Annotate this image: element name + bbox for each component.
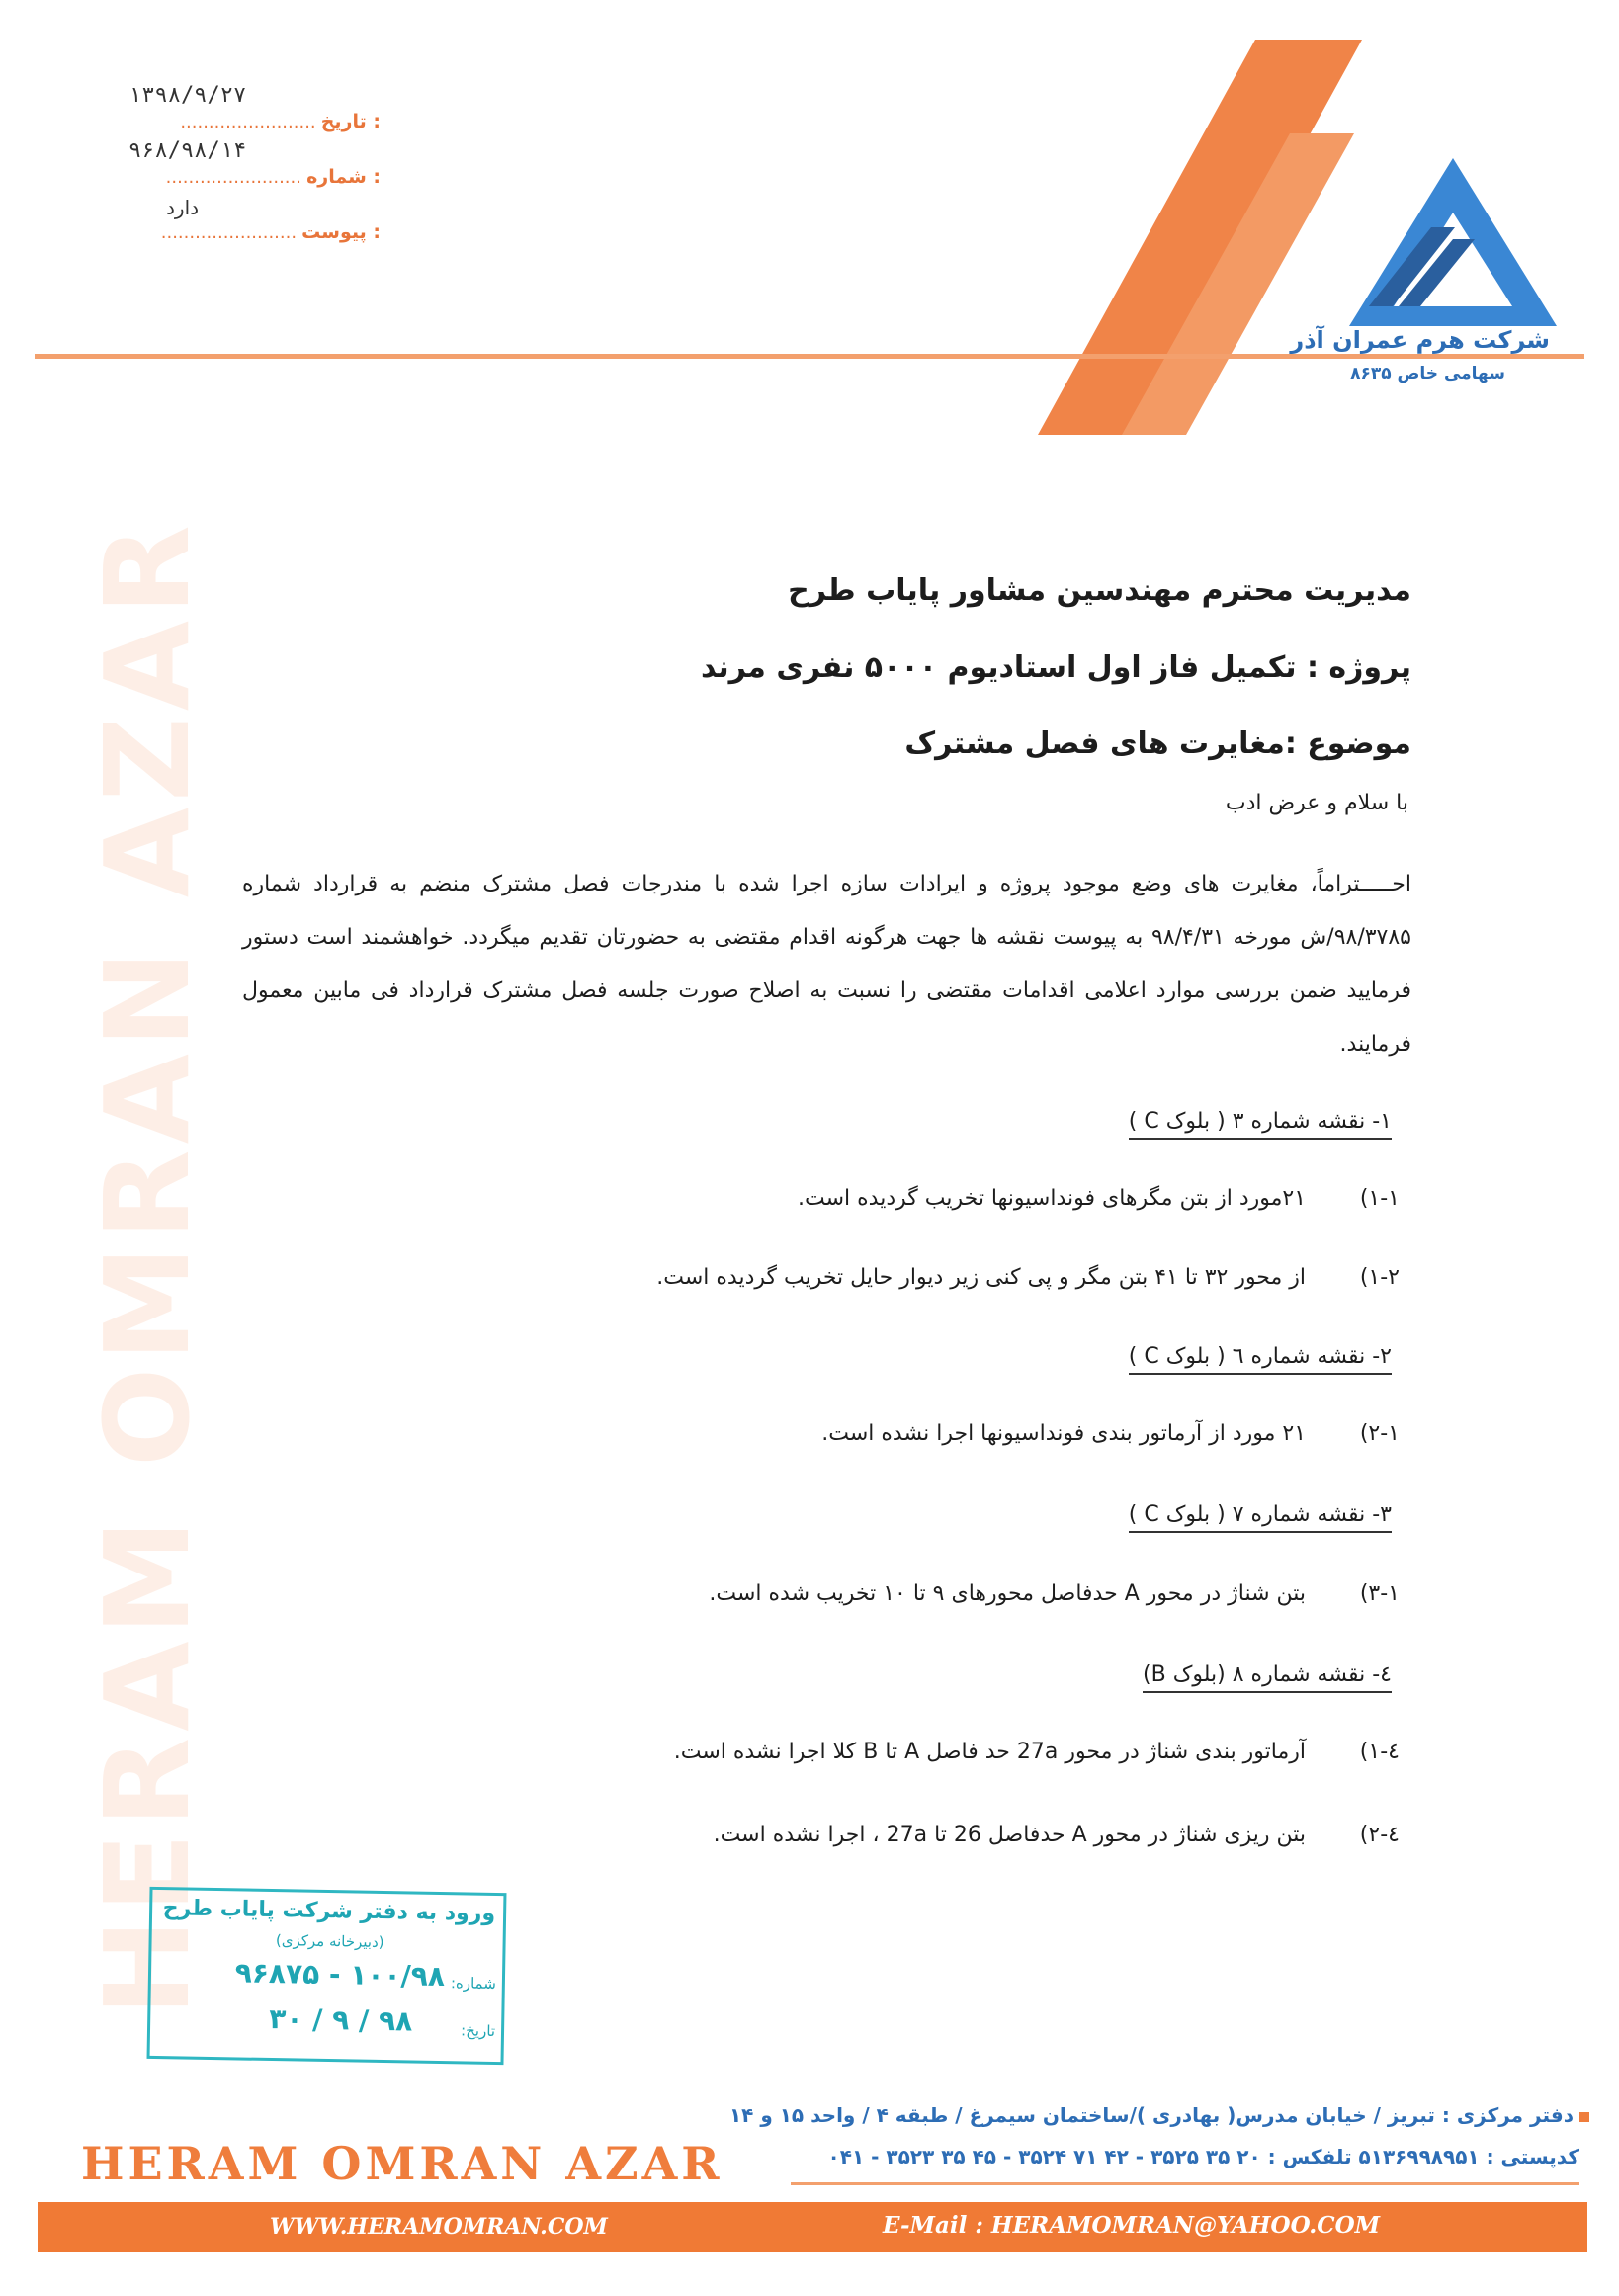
item-number: ۱-۲) (1359, 1265, 1400, 1290)
item-number: ۱-۱) (1359, 1186, 1400, 1211)
attachment-dots: ........................ (160, 222, 298, 243)
item-text: آرماتور بندی شناژ در محور 27a حد فاصل A تا B کلا اجرا نشده است. (673, 1740, 1307, 1764)
section-3-title: ۳- نقشه شماره ۷ ( بلوک C ) (1129, 1502, 1392, 1533)
item-4-1 (674, 1740, 1400, 1764)
recipient-heading: مدیریت محترم مهندسین مشاور پایاب طرح (788, 573, 1411, 608)
item-1-1 (798, 1186, 1400, 1211)
item-text: بتن شناژ در محور A حدفاصل محورهای ۹ تا ۱۰ تخریب شده است. (709, 1581, 1307, 1606)
header-graphic (0, 0, 1619, 455)
email-link[interactable]: E-Mail : HERAMOMRAN@YAHOO.COM (883, 2212, 1381, 2239)
attachment-label: پیوست : (301, 221, 381, 243)
company-name: شرکت هرم عمران آذر (1290, 326, 1550, 354)
watermark: HERAM OMRAN AZAR (79, 519, 215, 2016)
website-link[interactable]: WWW.HERAMOMRAN.COM (270, 2214, 608, 2240)
date-value: ۱۳۹۸/۹/۲۷ (128, 83, 247, 108)
date-label: تاریخ : (320, 111, 381, 132)
stamp-date-label: تاریخ: (460, 2021, 496, 2040)
footer-divider (791, 2182, 1579, 2185)
section-2-title: ۲- نقشه شماره ٦ ( بلوک C ) (1129, 1344, 1392, 1375)
item-text: ۲۱مورد از بتن مگرهای فونداسیونها تخریب گردیده است. (798, 1186, 1307, 1211)
receipt-stamp (147, 1887, 507, 2065)
square-bullet-icon (1579, 2112, 1589, 2122)
item-number: ۲-۱) (1359, 1421, 1400, 1446)
project-heading: پروژه : تکمیل فاز اول استادیوم ۵۰۰۰ نفری مرند (701, 650, 1411, 685)
item-text: بتن ریزی شناژ در محور A حدفاصل 26 تا 27a ، اجرا نشده است. (713, 1823, 1307, 1847)
footer-brand: HERAM OMRAN AZAR (81, 2137, 724, 2190)
date-dots: ........................ (180, 112, 316, 132)
item-text: از محور ۳۲ تا ۴۱ بتن مگر و پی کنی زیر دیوار حایل تخریب گردیده است. (656, 1265, 1307, 1290)
item-number: ٤-۲) (1359, 1823, 1400, 1847)
body-paragraph: احـــــتراماً، مغایرت های وضع موجود پروژه و ایرادات سازه اجرا شده با مندرجات فصل مشترک منضم به قرارداد شماره ۹۸/۳۷۸۵/ش مورخه ۹۸/۴/۳۱ به پیوست نقشه ها جهت هرگونه اقدام مقتضی به حضورتان تقدیم میگردد. خواهشمند است دستور فرمایید ضمن بررسی موارد اعلامی اقدامات مقتضی را نسبت به اصلاح صورت جلسه فصل مشترک قرارداد فی مابین معمول فرمایند. (242, 872, 1411, 1057)
number-dots: ........................ (165, 167, 301, 188)
greeting: با سلام و عرض ادب (1225, 791, 1408, 815)
section-4-title: ٤- نقشه شماره ۸ (بلوک B) (1143, 1662, 1392, 1693)
item-number: ٤-۱) (1359, 1740, 1400, 1764)
stamp-number-value: ۱۰۰/۹۸ - ۹۶۸۷۵ (234, 1956, 446, 1994)
stamp-line-2: (دبیرخانه مرکزی) (275, 1931, 384, 1952)
stamp-date-value: ۹۸ / ۹ / ۳۰ (269, 2001, 413, 2038)
subject-heading: موضوع :مغایرت های فصل مشترک (904, 726, 1411, 761)
item-3-1 (709, 1581, 1400, 1606)
header-line (35, 354, 1584, 359)
item-2-1 (821, 1421, 1400, 1446)
number-value: ۹۶۸/۹۸/۱۴ (128, 138, 247, 163)
footer-postal: کدپستی : ۵۱۳۶۹۹۸۹۵۱ تلفکس : ۲۰ ۳۵ ۳۵۲۵ - ۴۲ ۷۱ ۳۵۲۴ - ۴۵ ۳۵ ۳۵۲۳ - ۰۴۱ (827, 2145, 1579, 2168)
section-1-title: ۱- نقشه شماره ۳ ( بلوک C ) (1129, 1109, 1392, 1140)
stamp-line-1: ورود به دفتر شرکت پایاب طرح (162, 1896, 496, 1926)
item-text: ۲۱ مورد از آرماتور بندی فونداسیونها اجرا نشده است. (821, 1421, 1307, 1446)
footer-bar (38, 2202, 1587, 2252)
company-subtitle: سهامی خاص ۸۶۳۵ (1350, 364, 1505, 383)
item-4-2 (714, 1823, 1400, 1847)
item-number: ۳-۱) (1359, 1581, 1400, 1606)
item-1-2 (656, 1265, 1400, 1290)
attachment-value: دارد (166, 196, 200, 219)
number-label: شماره : (306, 166, 381, 188)
stamp-number-label: شماره: (450, 1974, 497, 1993)
footer-address: دفتر مرکزی : تبریز / خیابان مدرس( بهادری )/ساختمان سیمرغ / طبقه ۴ / واحد ۱۵ و ۱۴ (729, 2103, 1589, 2127)
